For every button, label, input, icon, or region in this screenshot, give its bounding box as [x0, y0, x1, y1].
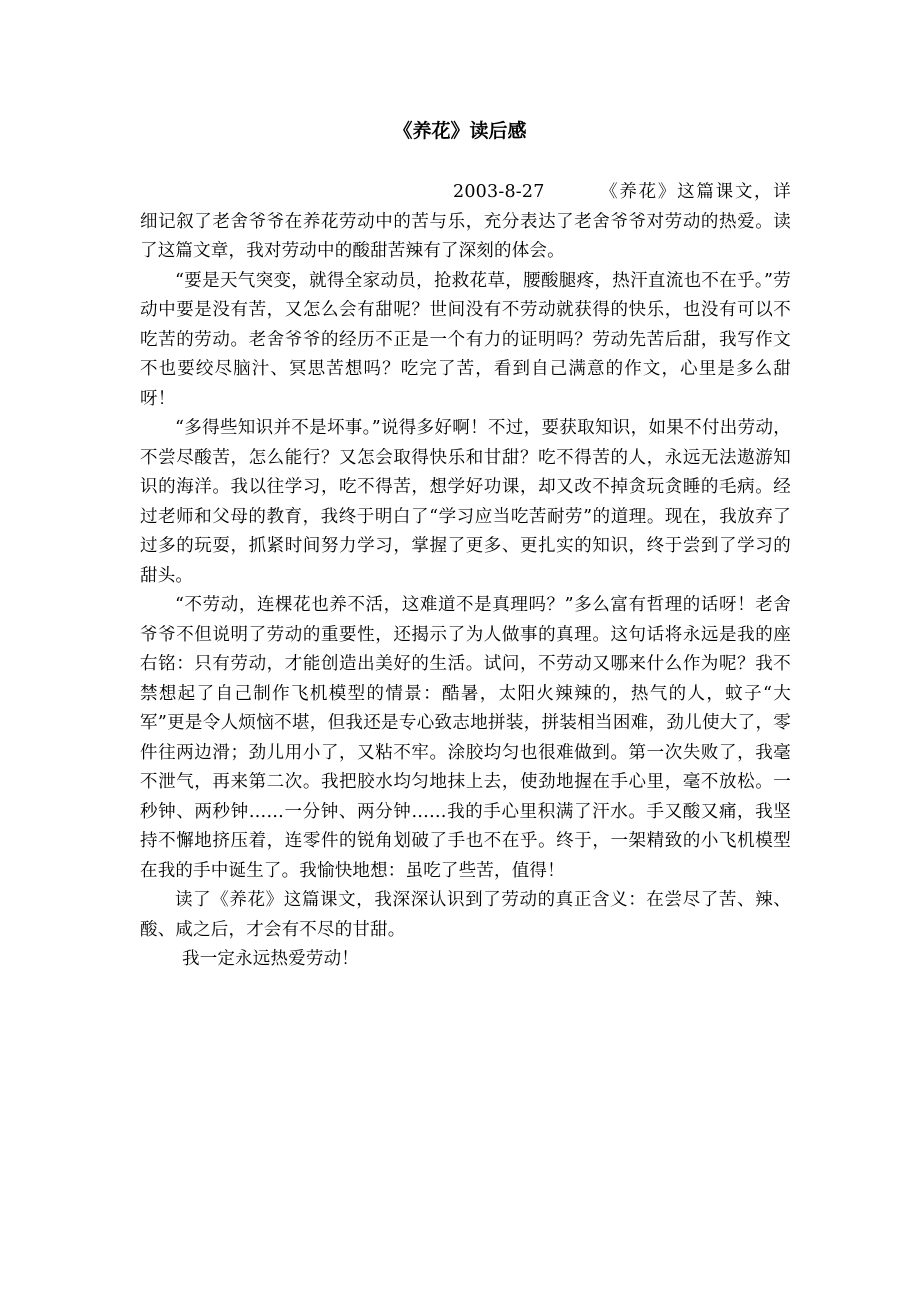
closing-line: 我一定永远热爱劳动！	[182, 949, 359, 969]
essay-date: 2003-8-27	[453, 182, 545, 202]
paragraph-1: “要是天气突变，就得全家动员，抢救花草，腰酸腿疼，热汗直流也不在乎。”劳动中要是没有苦，又怎么会有甜呢？世间没有不劳动就获得的快乐，也没有可以不吃苦的劳动。老舍爷爷的经历不正是一个有力的证明吗？劳动先苦后甜，我写作文不也要绞尽脑汁、冥思苦想吗？吃完了苦，看到自己满意的作文，心里是多么甜呀！	[140, 270, 791, 409]
essay-title: 《养花》读后感	[393, 120, 527, 142]
paragraph-2: “多得些知识并不是坏事。”说得多好啊！不过，要获取知识，如果不付出劳动，不尝尽酸苦，怎么能行？又怎会取得快乐和甘甜？吃不得苦的人，永远无法遨游知识的海洋。我以往学习，吃不得苦，想学好功课，却又改不掉贪玩贪睡的毛病。经过老师和父母的教育，我终于明白了“学习应当吃苦耐劳”的道理。现在，我放弃了过多的玩耍，抓紧时间努力学习，掌握了更多、更扎实的知识，终于尝到了学习的甜头。	[140, 418, 791, 586]
paragraph-3: “不劳动，连棵花也养不活，这难道不是真理吗？”多么富有哲理的话呀！老舍爷爷不但说明了劳动的重要性，还揭示了为人做事的真理。这句话将永远是我的座右铭：只有劳动，才能创造出美好的生活。试问，不劳动又哪来什么作为呢？我不禁想起了自己制作飞机模型的情景：酷暑，太阳火辣辣的，热气的人，蚊子“大军”更是令人烦恼不堪，但我还是专心致志地拼装，拼装相当困难，劲儿使大了，零件往两边滑；劲儿用小了，又粘不牢。涂胶均匀也很难做到。第一次失败了，我毫不泄气，再来第二次。我把胶水均匀地抹上去，使劲地握在手心里，毫不放松。一秒钟、两秒钟……一分钟、两分钟……我的手心里积满了汗水。手又酸又痛，我坚持不懈地挤压着，连零件的锐角划破了手也不在乎。终于，一架精致的小飞机模型在我的手中诞生了。我愉快地想：虽吃了些苦，值得！	[140, 595, 791, 881]
paragraph-4: 读了《养花》这篇课文，我深深认识到了劳动的真正含义：在尝尽了苦、辣、酸、咸之后，才会有不尽的甘甜。	[140, 890, 791, 940]
intro-paragraph	[140, 178, 791, 267]
essay-body	[140, 178, 791, 975]
intro-text: 《养花》这篇课文，详细记叙了老舍爷爷在养花劳动中的苦与乐，充分表达了老舍爷爷对劳动的热爱。读了这篇文章，我对劳动中的酸甜苦辣有了深刻的体会。	[140, 182, 791, 261]
